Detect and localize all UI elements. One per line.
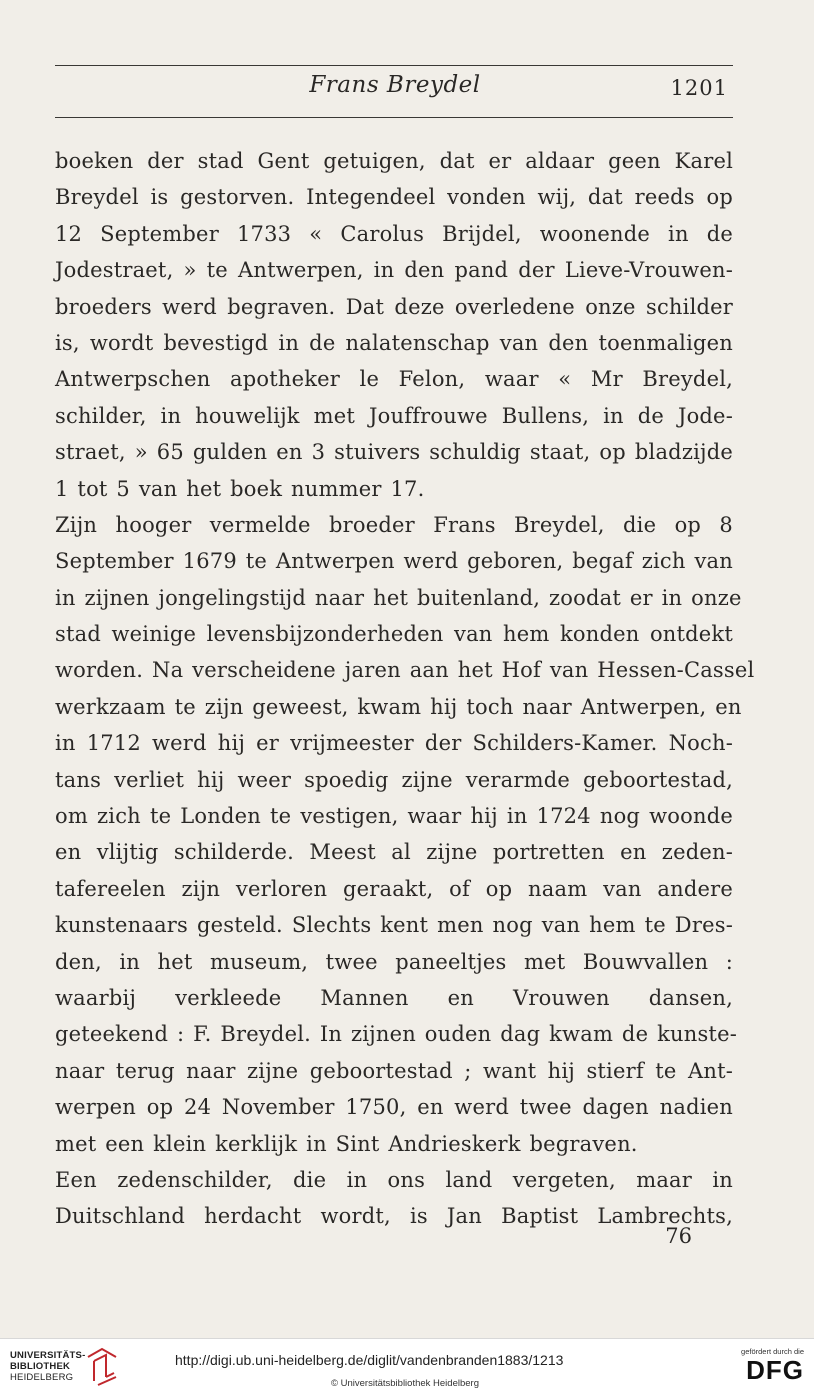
text-line: werpen op 24 November 1750, en werd twee dagen nadien [55,1095,733,1120]
text-line: naar terug naar zijne geboortestad ; want hij stierf te Ant- [55,1058,733,1083]
text-line: is, wordt bevestigd in de nalatenschap van den toenmaligen [55,330,733,355]
dfg-logo-icon: DFG [746,1355,804,1385]
signature-mark: 76 [665,1224,692,1248]
text-line: in zijnen jongelingstijd naar het buitenland, zoodat er in onze [55,585,742,610]
library-logo[interactable] [10,1349,120,1391]
library-mark-icon [84,1347,120,1387]
header-rule-top [55,65,733,66]
text-line: 1 tot 5 van het boek nummer 17. [55,476,425,501]
text-line: den, in het museum, twee paneeltjes met Bouwvallen : [55,949,733,974]
running-title: Frans Breydel [309,72,481,98]
funder-logo[interactable] [704,1347,804,1384]
text-line: tans verliet hij weer spoedig zijne verarmde geboortestad, [55,767,733,792]
text-line: en vlijtig schilderde. Meest al zijne portretten en zeden- [55,840,733,865]
text-line: kunstenaars gesteld. Slechts kent men nog van hem te Dres- [55,913,733,938]
text-line: straet, » 65 gulden en 3 stuivers schuldig staat, op bladzijde [55,440,733,465]
text-line: Breydel is gestorven. Integendeel vonden wij, dat reeds op [55,185,733,210]
copyright-notice: © Universitätsbibliothek Heidelberg [331,1378,479,1389]
page-number: 1201 [670,76,728,100]
text-line: Een zedenschilder, die in ons land vergeten, maar in [55,1167,733,1192]
library-name: UNIVERSITÄTS- BIBLIOTHEK HEIDELBERG [10,1350,86,1383]
text-line: schilder, in houwelijk met Jouffrouwe Bullens, in de Jode- [55,403,733,428]
text-line: stad weinige levensbijzonderheden van hem konden ontdekt [55,622,733,647]
permalink-url[interactable]: http://digi.ub.uni-heidelberg.de/diglit/vandenbranden1883/1213 [175,1352,564,1368]
body-text [55,143,755,1235]
text-line: Jodestraet, » te Antwerpen, in den pand der Lieve-Vrouwen- [55,258,733,283]
header-rule-bottom [55,117,733,118]
text-line: geteekend : F. Breydel. In zijnen ouden dag kwam de kunste- [55,1022,737,1047]
text-line: Duitschland herdacht wordt, is Jan Baptist Lambrechts, [55,1204,733,1229]
text-line: in 1712 werd hij er vrijmeester der Schilders-Kamer. Noch- [55,731,733,756]
text-line: 12 September 1733 « Carolus Brijdel, woonende in de [55,221,733,246]
text-line: met een klein kerklijk in Sint Andrieskerk begraven. [55,1131,638,1156]
text-line: werkzaam te zijn geweest, kwam hij toch naar Antwerpen, en [55,694,742,719]
text-line: worden. Na verscheidene jaren aan het Hof van Hessen-Cassel [55,658,755,683]
text-line: waarbij verkleede Mannen en Vrouwen dansen, [55,985,733,1010]
text-line: Zijn hooger vermelde broeder Frans Breydel, die op 8 [55,512,733,537]
funder-note: gefördert durch die [741,1347,804,1356]
text-line: om zich te Londen te vestigen, waar hij in 1724 nog woonde [55,804,733,829]
text-line: Antwerpschen apotheker le Felon, waar « Mr Breydel, [55,367,733,392]
footer-bar [0,1338,814,1398]
text-line: September 1679 te Antwerpen werd geboren, begaf zich van [55,549,733,574]
text-line: boeken der stad Gent getuigen, dat er aldaar geen Karel [55,149,733,173]
text-line: tafereelen zijn verloren geraakt, of op naam van andere [55,876,733,901]
text-line: broeders werd begraven. Dat deze overledene onze schilder [55,294,733,319]
